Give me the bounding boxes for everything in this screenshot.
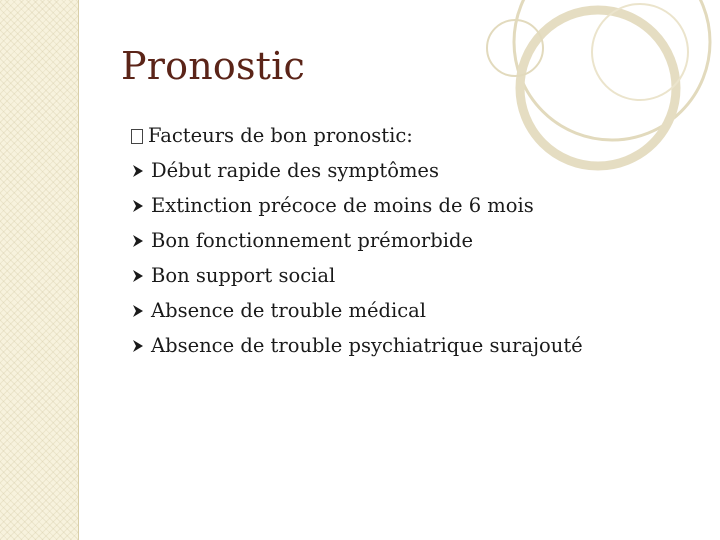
deco-circle-small	[487, 20, 543, 76]
list-item-text: Bon fonctionnement prémorbide	[151, 228, 473, 252]
list-item-text: Bon support social	[151, 263, 336, 287]
slide-title: Pronostic	[121, 44, 305, 88]
arrow-right-icon	[131, 199, 145, 213]
main-bullet-text: Facteurs de bon pronostic:	[148, 123, 413, 147]
main-bullet-line	[131, 118, 583, 153]
arrow-right-icon	[131, 339, 145, 353]
deco-circle-inner	[592, 4, 688, 100]
list-item	[131, 293, 583, 328]
list-item-text: Début rapide des symptômes	[151, 158, 439, 182]
hollow-box-icon	[131, 129, 143, 144]
arrow-right-icon	[131, 304, 145, 318]
list-item	[131, 188, 583, 223]
list-item-text: Extinction précoce de moins de 6 mois	[151, 193, 534, 217]
list-item	[131, 258, 583, 293]
list-item	[131, 223, 583, 258]
list-item-text: Absence de trouble psychiatrique surajouté	[151, 333, 583, 357]
list-item	[131, 153, 583, 188]
left-decorative-band	[0, 0, 79, 540]
arrow-right-icon	[131, 164, 145, 178]
bullet-list	[131, 118, 583, 363]
list-item-text: Absence de trouble médical	[151, 298, 426, 322]
list-item	[131, 328, 583, 363]
arrow-right-icon	[131, 269, 145, 283]
arrow-right-icon	[131, 234, 145, 248]
